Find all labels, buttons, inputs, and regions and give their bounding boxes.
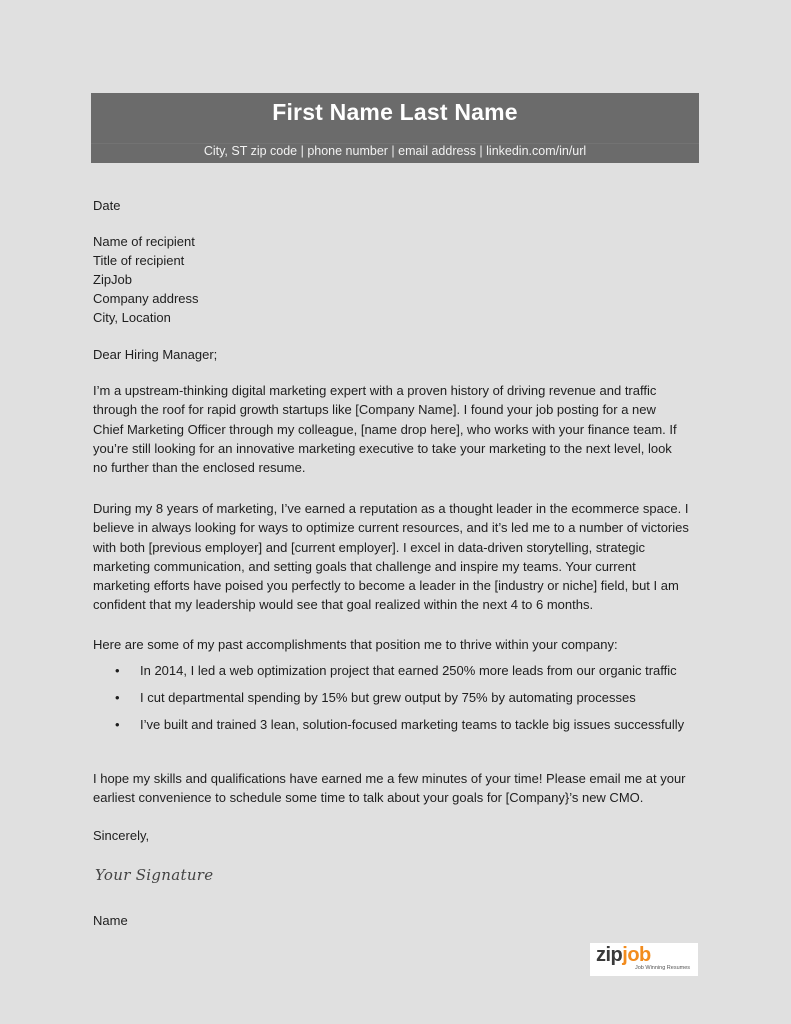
logo-tagline: Job Winning Resumes	[635, 965, 691, 971]
accomplishments-intro: Here are some of my past accomplishments that position me to thrive within your company:	[93, 637, 618, 652]
bullet-text: I’ve built and trained 3 lean, solution-focused marketing teams to tackle big issues successfully	[140, 717, 685, 732]
paragraph-line: no further than the enclosed resume.	[93, 460, 306, 476]
paragraph-line: I’m a upstream-thinking digital marketing expert with a proven history of driving revenue and traffic	[93, 383, 657, 398]
bullet-item	[115, 661, 677, 680]
date-line: Date	[93, 198, 121, 213]
paragraph-line: through the roof for rapid growth startups like [Company Name]. I found your job posting for a new	[93, 402, 656, 418]
closing-paragraph	[93, 769, 703, 808]
intro-paragraph	[93, 381, 703, 477]
signer-name: Name	[93, 913, 128, 928]
paragraph-line: confident that my leadership would see that goal realized within the next 4 to 6 months.	[93, 597, 594, 613]
recipient-address: Company address	[93, 291, 199, 306]
bullet-text: I cut departmental spending by 15% but grew output by 75% by automating processes	[140, 690, 636, 705]
paragraph-line: earliest convenience to schedule some time to talk about your goals for [Company}’s new CMO.	[93, 790, 644, 806]
paragraph-line: believe in always looking for ways to optimize current resources, and it’s led me to a number of victories	[93, 520, 689, 536]
recipient-name: Name of recipient	[93, 234, 195, 249]
bullet-text: In 2014, I led a web optimization project that earned 250% more leads from our organic traffic	[140, 663, 677, 678]
recipient-title: Title of recipient	[93, 253, 185, 268]
letterhead	[91, 93, 699, 163]
experience-paragraph	[93, 499, 703, 615]
paragraph-line: you’re still looking for an innovative marketing executive to take your marketing to the next level, look	[93, 440, 672, 456]
zipjob-logo	[590, 943, 698, 976]
logo-wordmark: zipjob	[596, 944, 651, 966]
bullet-icon: •	[115, 663, 120, 678]
recipient-company: ZipJob	[93, 272, 133, 287]
applicant-name: First Name Last Name	[272, 99, 518, 125]
contact-line: City, ST zip code | phone number | email address | linkedin.com/in/url	[203, 144, 587, 158]
bullet-item	[115, 715, 684, 734]
bullet-item	[115, 688, 636, 707]
paragraph-line: with both [previous employer] and [current employer]. I excel in data-driven storytelling, strategic	[93, 539, 646, 555]
paragraph-line: marketing communication, and setting goals that challenge and inspire my teams. Your current	[93, 558, 636, 574]
recipient-city: City, Location	[93, 310, 171, 325]
signature: Your Signature	[95, 866, 214, 884]
paragraph-line: Chief Marketing Officer through my colleague, [name drop here], who works with your finance team. If	[93, 421, 677, 437]
paragraph-line: I hope my skills and qualifications have earned me a few minutes of your time! Please email me at your	[93, 771, 686, 786]
bullet-icon: •	[115, 690, 120, 705]
paragraph-line: marketing efforts have poised you perfectly to become a leader in the [industry or niche] field, but I am	[93, 578, 679, 594]
signoff: Sincerely,	[93, 828, 150, 843]
bullet-icon: •	[115, 717, 120, 732]
salutation: Dear Hiring Manager;	[93, 347, 218, 362]
paragraph-line: During my 8 years of marketing, I’ve earned a reputation as a thought leader in the ecommerce space. I	[93, 501, 689, 516]
